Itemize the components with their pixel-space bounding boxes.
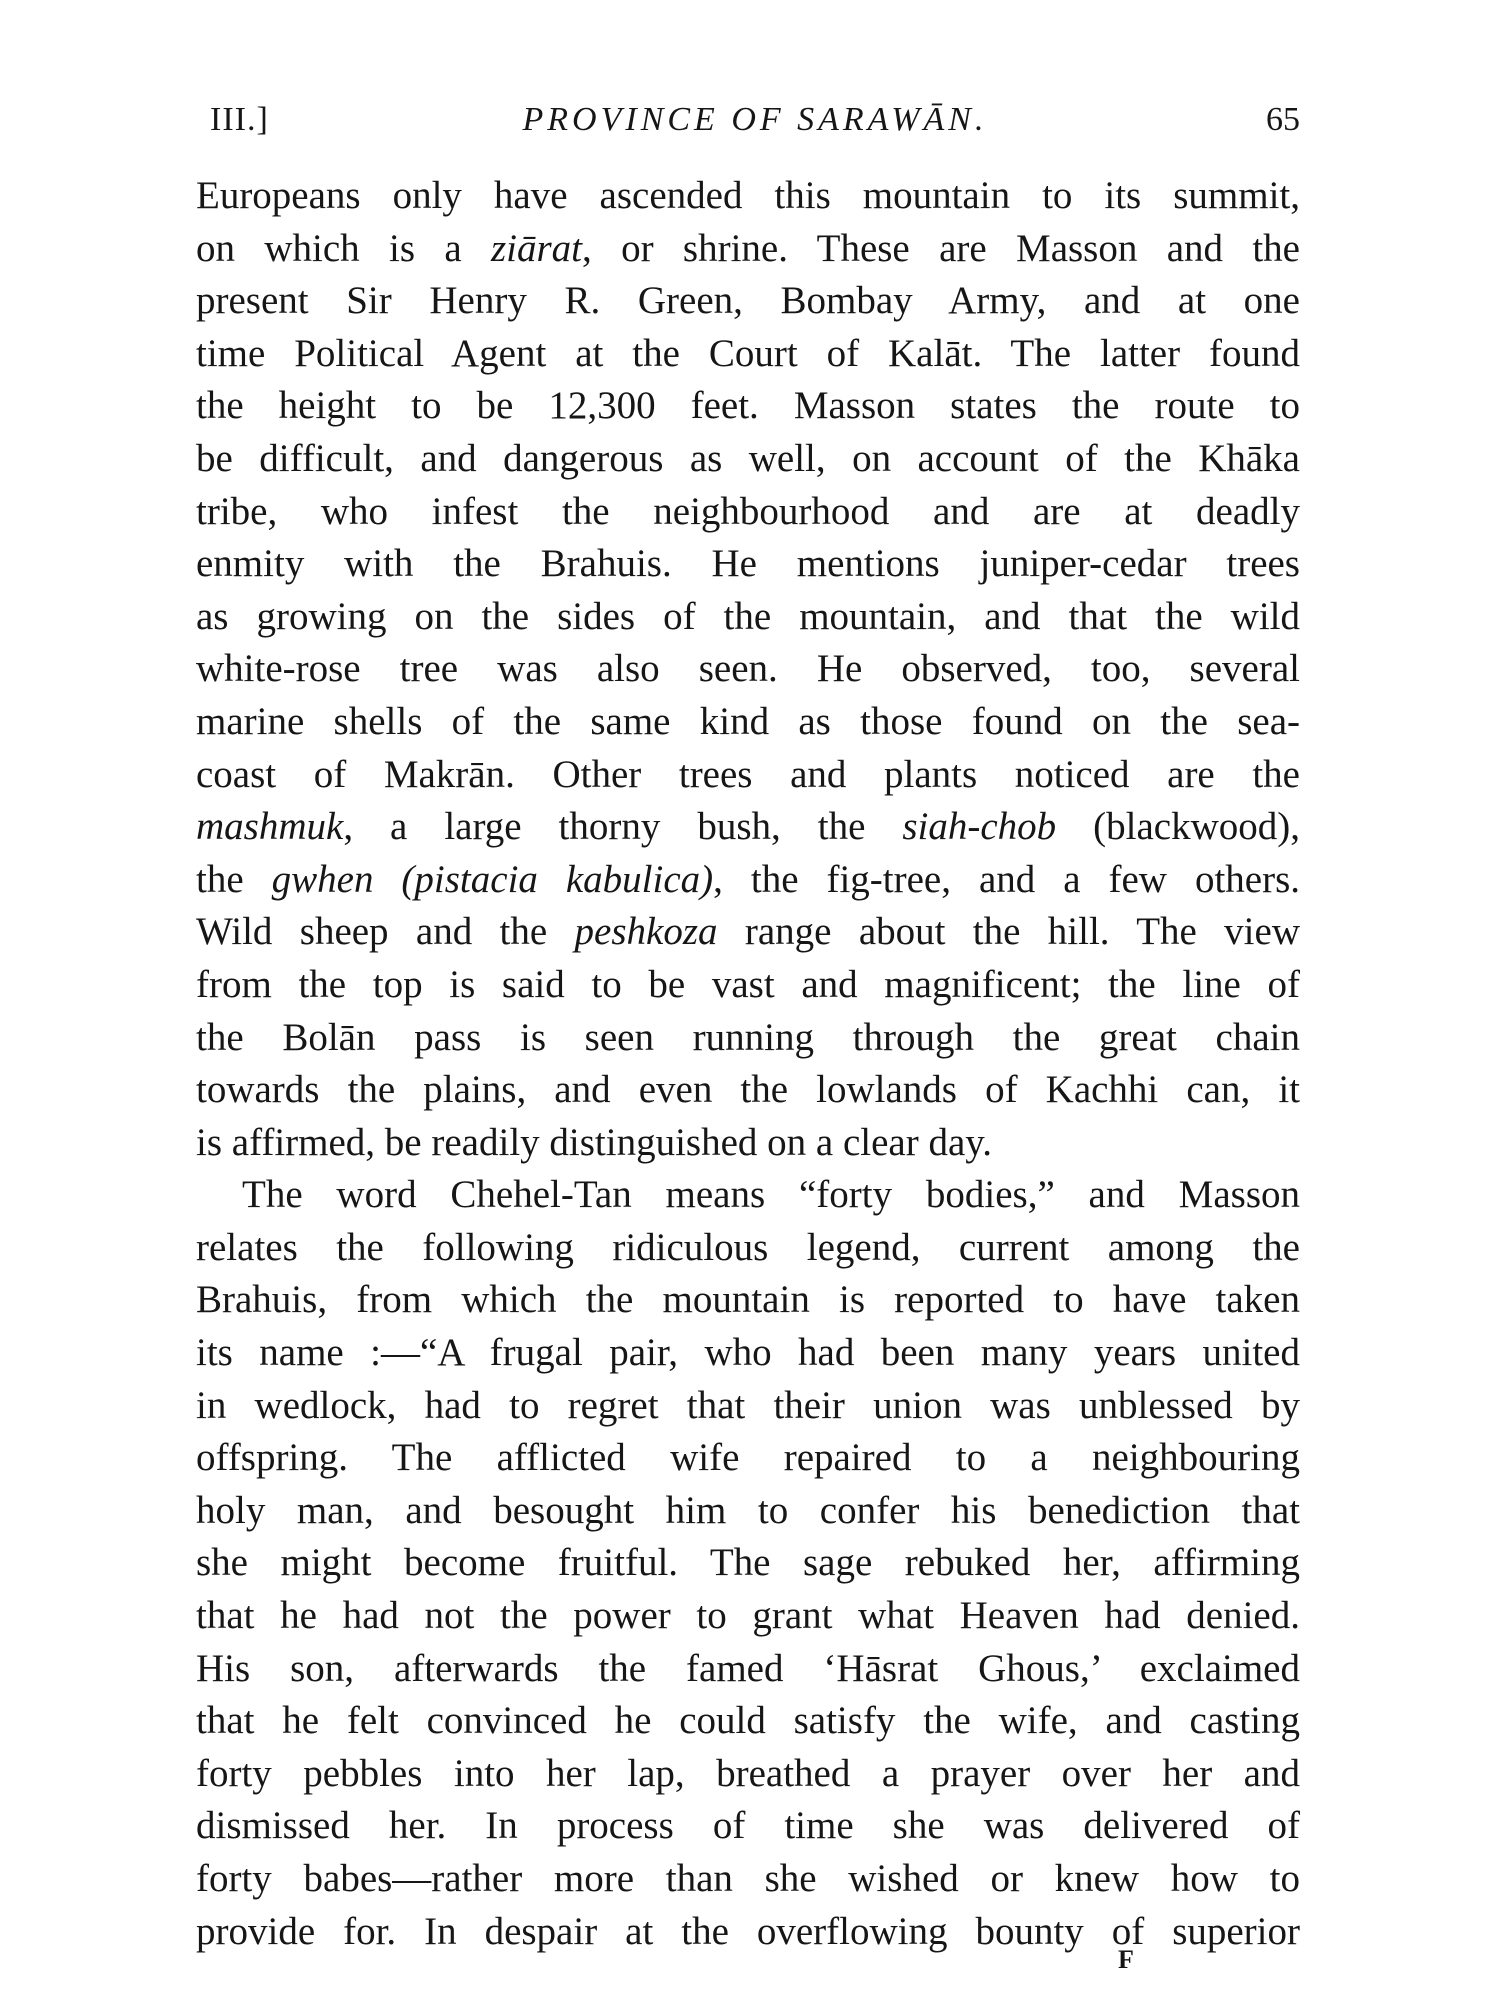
text-line: Wild sheep and the peshkoza range about the hill. The view [196, 910, 1300, 954]
text-line: from the top is said to be vast and magnificent; the line of [196, 962, 1300, 1006]
text-line: is affirmed, be readily distinguished on a clear day. [196, 1120, 992, 1164]
text-line: coast of Makrān. Other trees and plants noticed are the [196, 752, 1300, 796]
text-line: be difficult, and dangerous as well, on account of the Khāka [196, 436, 1300, 480]
text-line: that he had not the power to grant what Heaven had denied. [196, 1594, 1300, 1638]
text-line: the Bolān pass is seen running through the great chain [196, 1015, 1300, 1059]
text-line: that he felt convinced he could satisfy the wife, and casting [196, 1699, 1300, 1743]
text-line: relates the following ridiculous legend, current among the [196, 1225, 1300, 1269]
text-line: Europeans only have ascended this mountain to its summit, [196, 174, 1300, 217]
text-line: in wedlock, had to regret that their union was unblessed by [196, 1383, 1300, 1427]
text-line: His son, afterwards the famed ‘Hāsrat Ghous,’ exclaimed [196, 1646, 1300, 1690]
text-line: marine shells of the same kind as those found on the sea- [196, 699, 1300, 743]
text-line: present Sir Henry R. Green, Bombay Army, and at one [196, 279, 1300, 323]
text-line: its name :—“A frugal pair, who had been many years united [196, 1331, 1300, 1375]
paragraph-1 [196, 170, 1300, 1169]
page-number: 65 [1266, 101, 1300, 138]
text-line: time Political Agent at the Court of Kalāt. The latter found [196, 331, 1300, 375]
text-line: enmity with the Brahuis. He mentions juniper-cedar trees [196, 542, 1300, 586]
text-line: Brahuis, from which the mountain is reported to have taken [196, 1278, 1300, 1322]
text-line: white-rose tree was also seen. He observed, too, several [196, 647, 1300, 691]
text-line: offspring. The afflicted wife repaired to a neighbouring [196, 1436, 1300, 1480]
text-line: dismissed her. In process of time she was delivered of [196, 1804, 1300, 1848]
text-line: forty pebbles into her lap, breathed a prayer over her and [196, 1751, 1300, 1795]
running-title: PROVINCE OF SARAWĀN. [522, 101, 988, 138]
signature-mark: F [1118, 1945, 1134, 1974]
text-line: as growing on the sides of the mountain, and that the wild [196, 594, 1300, 638]
paragraph-2 [196, 1169, 1300, 1958]
text-line: holy man, and besought him to confer his benediction that [196, 1488, 1300, 1532]
text-line: provide for. In despair at the overflowing bounty of superior [196, 1909, 1300, 1953]
text-line: the height to be 12,300 feet. Masson states the route to [196, 384, 1300, 428]
text-line: The word Chehel-Tan means “forty bodies,” and Masson [242, 1173, 1300, 1217]
text-line: tribe, who infest the neighbourhood and are at deadly [196, 489, 1300, 533]
text-line: she might become fruitful. The sage rebuked her, affirming [196, 1541, 1300, 1585]
text-line: forty babes—rather more than she wished or knew how to [196, 1857, 1300, 1900]
running-header [210, 95, 1300, 145]
text-line: on which is a ziārat, or shrine. These are Masson and the [196, 226, 1300, 270]
body-text [196, 170, 1300, 1958]
text-line: the gwhen (pistacia kabulica), the fig-tree, and a few others. [196, 857, 1300, 901]
text-line: towards the plains, and even the lowlands of Kachhi can, it [196, 1068, 1300, 1112]
chapter-number: III.] [210, 101, 269, 138]
text-line: mashmuk, a large thorny bush, the siah-chob (blackwood), [196, 805, 1300, 849]
